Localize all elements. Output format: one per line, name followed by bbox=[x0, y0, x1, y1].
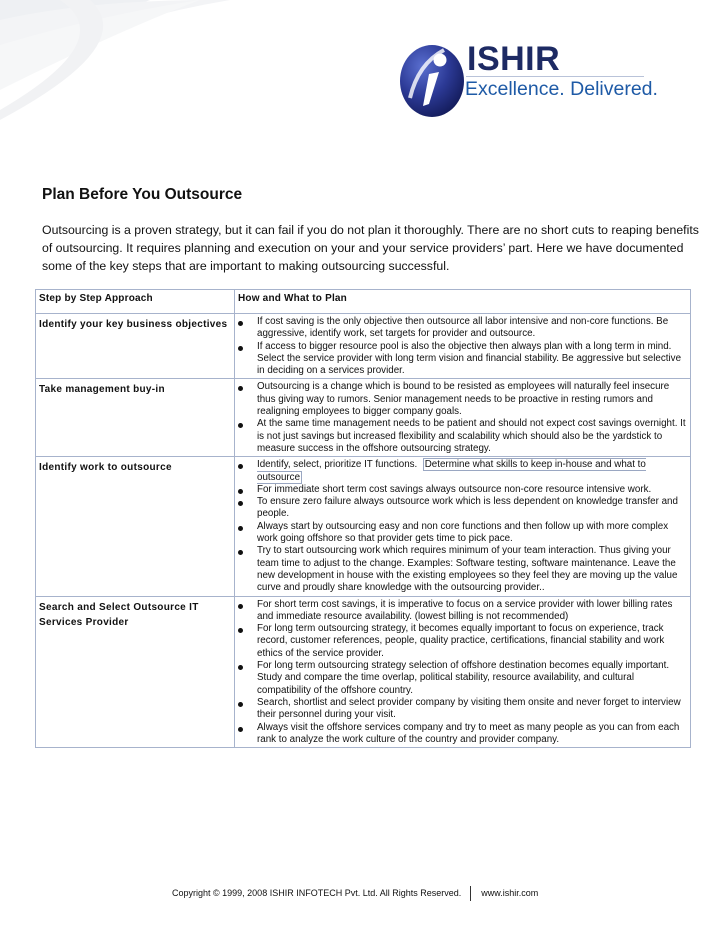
list-item bbox=[235, 722, 687, 747]
intro-paragraph: Outsourcing is a proven strategy, but it can fail if you do not plan it thoroughly. There are no short cuts to reaping benefits of outsourcing. It requires planning and execution on your and your service providers’ part. Here we have documented some of the key steps that are important to making outsourcing successful. bbox=[42, 223, 699, 273]
plan-cell bbox=[235, 596, 691, 748]
list-item bbox=[235, 545, 687, 594]
bullet-icon bbox=[238, 702, 243, 707]
list-item-text: Try to start outsourcing work which requires minimum of your team interaction. Thus giving your team time to adjust to the change. Examples: Software testing, software maintenance. Leave the new development in house with the existing employees so they feel they are moving up the value curve and proudly share knowledge with the outsourcing provider.. bbox=[257, 545, 678, 594]
bullet-icon bbox=[238, 346, 243, 351]
bullet-icon bbox=[238, 386, 243, 391]
bullet-icon bbox=[238, 501, 243, 506]
bullet-icon bbox=[238, 464, 243, 469]
column-header-step: Step by Step Approach bbox=[36, 290, 235, 314]
outsourcing-plan-table bbox=[35, 289, 691, 748]
table-row bbox=[36, 457, 691, 596]
step-cell: Identify work to outsource bbox=[36, 457, 235, 596]
page-title: Plan Before You Outsource bbox=[42, 186, 243, 203]
list-item bbox=[235, 521, 687, 546]
plan-cell bbox=[235, 457, 691, 596]
bullet-list bbox=[235, 459, 687, 594]
step-cell: Search and Select Outsource IT Services Provider bbox=[36, 596, 235, 748]
list-item-text: For long term outsourcing strategy selection of offshore destination becomes equally important. Study and compare the time overlap, political stability, resource availability, and cultural compatibility of the offshore country. bbox=[257, 660, 670, 696]
list-item bbox=[235, 496, 687, 521]
table-row bbox=[36, 314, 691, 379]
table-header-row bbox=[36, 290, 691, 314]
bullet-icon bbox=[238, 489, 243, 494]
bullet-icon bbox=[238, 727, 243, 732]
bullet-icon bbox=[238, 628, 243, 633]
footer-divider bbox=[470, 886, 471, 901]
list-item bbox=[235, 623, 687, 660]
bullet-list bbox=[235, 599, 687, 747]
step-cell: Identify your key business objectives bbox=[36, 314, 235, 379]
bullet-icon bbox=[238, 604, 243, 609]
plan-cell bbox=[235, 379, 691, 457]
list-item-text: Identify, select, prioritize IT functions. bbox=[257, 459, 418, 471]
highlighted-text: Determine what skills to keep in-house and what to outsource bbox=[257, 459, 646, 483]
list-item-text: For long term outsourcing strategy, it becomes equally important to focus on experience, track record, customer references, people, quality practice, certifications, financial stability and work ethics of the service provider. bbox=[257, 623, 665, 659]
plan-cell bbox=[235, 314, 691, 379]
page-footer bbox=[172, 886, 538, 901]
list-item bbox=[235, 418, 687, 455]
list-item-text: Always start by outsourcing easy and non core functions and then follow up with more complex work going offshore so that provider gets time to pick pace. bbox=[257, 520, 669, 545]
corner-decoration bbox=[0, 0, 230, 120]
copyright-text: Copyright © 1999, 2008 ISHIR INFOTECH Pvt. Ltd. All Rights Reserved. bbox=[172, 887, 462, 898]
bullet-icon bbox=[238, 550, 243, 555]
step-cell: Take management buy-in bbox=[36, 379, 235, 457]
table-row bbox=[36, 379, 691, 457]
list-item-text: To ensure zero failure always outsource work which is less dependent on knowledge transfer and people. bbox=[257, 496, 678, 520]
list-item-text: For immediate short term cost savings always outsource non-core resource intensive work. bbox=[257, 483, 652, 495]
brand-name: ISHIR bbox=[467, 40, 561, 78]
website-link[interactable]: www.ishir.com bbox=[481, 887, 539, 898]
list-item-text: If cost saving is the only objective then outsource all labor intensive and non-core functions. Be aggressive, identify work, set targets for provider and outsource. bbox=[257, 316, 669, 340]
column-header-plan: How and What to Plan bbox=[235, 290, 691, 314]
table-row bbox=[36, 596, 691, 748]
list-item-text: Always visit the offshore services company and try to meet as many people as you can from each rank to analyze the work culture of the country and provider company. bbox=[257, 721, 680, 745]
list-item-text: Search, shortlist and select provider company by visiting them onsite and never forget to interview their personnel during your visit. bbox=[257, 696, 681, 721]
bullet-icon bbox=[238, 423, 243, 428]
list-item bbox=[235, 599, 687, 624]
bullet-icon bbox=[238, 665, 243, 670]
list-item-text: If access to bigger resource pool is also the objective then always plan with a long term in mind. Select the service provider with long term vision and financial stability. Be aggressive but selective in deciding on a services provider. bbox=[257, 340, 682, 377]
bullet-icon bbox=[238, 526, 243, 531]
list-item bbox=[235, 697, 687, 722]
brand-tagline: Excellence. Delivered. bbox=[465, 78, 658, 100]
list-item-text: For short term cost savings, it is imperative to focus on a service provider with lower billing rates and immediate resource availability. (lowest billing is not recommended) bbox=[257, 598, 673, 622]
bullet-icon bbox=[238, 321, 243, 326]
list-item bbox=[235, 341, 687, 378]
bullet-list bbox=[235, 381, 687, 455]
list-item bbox=[235, 660, 687, 697]
list-item-text: At the same time management needs to be patient and should not expect cost savings overnight. It is not just savings but increased flexibility and scalability which should also be the yardstick to measure success in the offshore outsourcing strategy. bbox=[257, 418, 686, 454]
list-item bbox=[235, 316, 687, 341]
list-item bbox=[235, 459, 687, 484]
list-item bbox=[235, 484, 687, 496]
list-item-text: Outsourcing is a change which is bound to be resisted as employees will naturally feel insecure thus giving way to rumors. Senior management needs to be proactive in resting rumors and realigning employees to bigger company goals. bbox=[257, 381, 670, 418]
list-item bbox=[235, 381, 687, 418]
bullet-list bbox=[235, 316, 687, 377]
